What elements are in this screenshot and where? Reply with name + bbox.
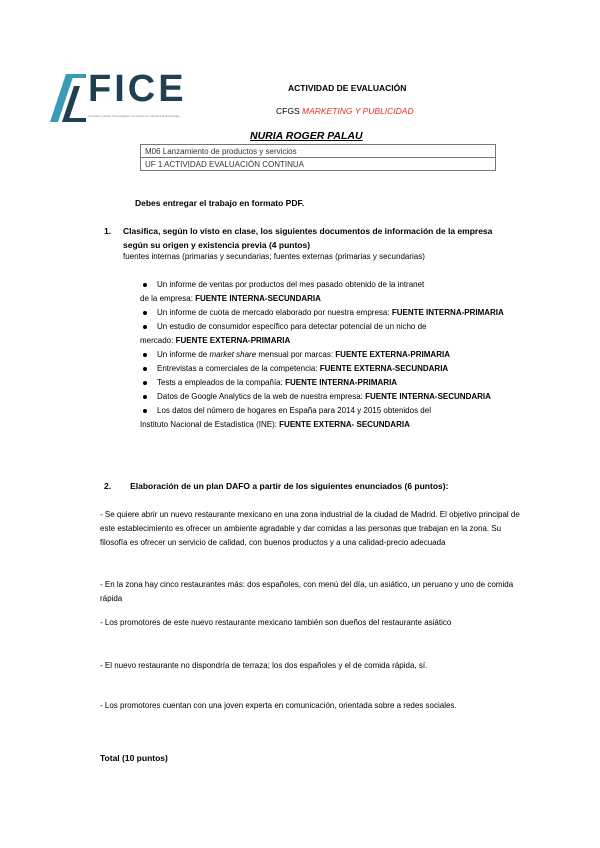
course-line <box>276 106 414 116</box>
question-1-number: 1. <box>104 226 112 236</box>
item-text: Un estudio de consumidor específico para detectar potencial de un nicho de <box>157 322 427 331</box>
course-prefix: CFGS <box>276 106 302 116</box>
logo-tagline: Fundació privada d'Investigació i Formació en Ciències Empresarials <box>88 114 180 118</box>
item-continuation: mercado: <box>140 336 176 345</box>
item-answer: FUENTE INTERNA-PRIMARIA <box>285 378 398 387</box>
info-row-unit <box>141 158 496 171</box>
activity-title: ACTIVIDAD DE EVALUACIÓN <box>288 83 407 93</box>
intro-instruction: Debes entregar el trabajo en formato PDF. <box>135 198 305 208</box>
list-item <box>137 278 597 306</box>
paragraph-2: - En la zona hay cinco restaurantes más: dos españoles, con menú del día, un asiático, un peruano y uno de comida rápida <box>100 580 514 603</box>
item-text: Datos de Google Analytics de la web de nuestra empresa: <box>157 392 366 401</box>
paragraph-1: - Se quiere abrir un nuevo restaurante mexicano en una zona industrial de la ciudad de Madrid. El objetivo principal de este establecimiento es ofrecer un ambiente agradable y dar comidas a las personas que trabajan en la zona. Su filosofía es ofrecer un servicio de calidad, con buenos productos y a una calidad-precio adecuada <box>100 510 520 547</box>
student-name: NURIA ROGER PALAU <box>250 130 363 142</box>
module-cell <box>141 145 496 158</box>
question-1 <box>104 224 504 252</box>
question-1-text: Clasifica, según lo visto en clase, los siguientes documentos de información de la empresa según su origen y existencia previa (4 puntos) <box>123 226 493 250</box>
item-answer: FUENTE INTERNA-SECUNDARIA <box>365 392 491 401</box>
item-answer: FUENTE INTERNA-PRIMARIA <box>391 308 504 317</box>
fice-logo-icon <box>44 68 88 128</box>
item-answer: FUENTE EXTERNA-PRIMARIA <box>175 336 291 345</box>
list-item <box>137 390 597 404</box>
question-2-number: 2. <box>104 481 112 491</box>
item-text: Los datos del número de hogares en España para 2014 y 2015 obtenidos del <box>157 406 431 415</box>
bullet-icon <box>143 409 147 413</box>
list-item <box>137 306 597 320</box>
list-item <box>137 404 597 432</box>
list-item <box>137 362 597 376</box>
module-name: Lanzamiento de productos y servicios <box>160 146 297 156</box>
item-answer: FUENTE INTERNA-SECUNDARIA <box>195 294 321 303</box>
item-italic: market share <box>209 350 257 359</box>
item-text: Un informe de cuota de mercado elaborado por nuestra empresa: <box>157 308 392 317</box>
item-answer: FUENTE EXTERNA-SECUNDARIA <box>319 364 449 373</box>
info-table <box>140 144 496 171</box>
bullet-icon <box>143 353 147 357</box>
item-text: Un informe de <box>157 350 210 359</box>
item-continuation: de la empresa: <box>140 294 196 303</box>
bullet-icon <box>143 395 147 399</box>
question-2 <box>104 481 448 491</box>
module-code: M06 <box>145 146 161 156</box>
total-points: Total (10 puntos) <box>100 753 168 763</box>
fice-logo <box>44 68 187 128</box>
item-text: Un informe de ventas por productos del mes pasado obtenido de la intranet <box>157 280 425 289</box>
item-text: Entrevistas a comerciales de la competencia: <box>157 364 320 373</box>
logo-wordmark: FICE <box>88 68 187 110</box>
bullet-icon <box>143 283 147 287</box>
course-name: MARKETING Y PUBLICIDAD <box>301 106 414 116</box>
item-text: Tests a empleados de la compañía: <box>157 378 286 387</box>
question-1-list <box>137 278 597 432</box>
question-2-text: Elaboración de un plan DAFO a partir de los siguientes enunciados (6 puntos): <box>130 481 449 491</box>
list-item <box>137 376 597 390</box>
unit-cell: UF 1 ACTIVIDAD EVALUACIÓN CONTINUA <box>141 158 496 171</box>
paragraph-3: - Los promotores de este nuevo restaurante mexicano también son dueños del restaurante asiático <box>100 618 452 627</box>
item-text-post: mensual por marcas: <box>256 350 336 359</box>
list-item <box>137 320 597 348</box>
info-row-module <box>141 145 496 158</box>
paragraph-4: - El nuevo restaurante no dispondría de terraza; los dos españoles y el de comida rápida, sí. <box>100 661 428 670</box>
list-item <box>137 348 597 362</box>
question-1-subtitle: fuentes internas (primarias y secundarias; fuentes externas (primarias y secundarias) <box>123 252 425 261</box>
bullet-icon <box>143 325 147 329</box>
bullet-icon <box>143 311 147 315</box>
bullet-icon <box>143 381 147 385</box>
item-continuation: Instituto Nacional de Estadística (INE): <box>140 420 280 429</box>
item-answer: FUENTE EXTERNA-PRIMARIA <box>335 350 450 359</box>
item-answer: FUENTE EXTERNA- SECUNDARIA <box>279 420 410 429</box>
bullet-icon <box>143 367 147 371</box>
paragraph-5: - Los promotores cuentan con una joven experta en comunicación, orientada sobre a redes sociales. <box>100 701 457 710</box>
